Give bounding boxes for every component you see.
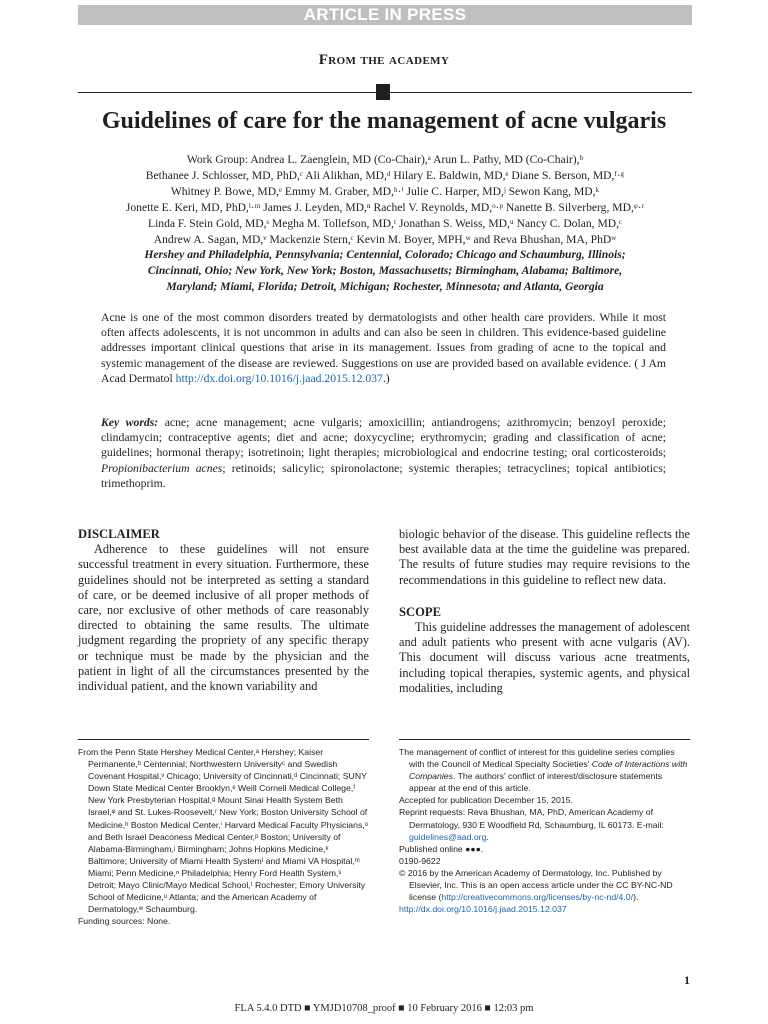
affiliation-line: Cincinnati, Ohio; New York, New York; Boston, Massachusetts; Birmingham, Alabama; Baltimore, xyxy=(147,264,623,278)
coi-text-end: . The authors' conflict of interest/disclosure statements appear at the end of this article. xyxy=(409,771,663,794)
body-column-left xyxy=(78,527,369,694)
paragraph-gap xyxy=(399,588,690,605)
header-rule-marker xyxy=(376,84,390,100)
keywords xyxy=(101,415,666,491)
section-label: From the academy xyxy=(318,52,450,68)
keywords-text: acne; acne management; acne vulgaris; amoxicillin; antiandrogens; azithromycin; benzoyl peroxide; clindamycin; contraceptive agents; diet and acne; doxycycline; erythromycin; grading and classification of acne; guidelines; hormonal therapy; isotretinoin; light therapies; microbiological and endocrine testing; oral corticosteroids; xyxy=(101,416,666,460)
disclaimer-paragraph: Adherence to these guidelines will not ensure successful treatment in every situation. Furthermore, these guidelines should not be interpreted as setting a standard of care, or be deemed inclusive of all proper methods of care, nor exclusive of other methods of care reasonably directed to obtaining the same results. The ultimate judgment regarding the propriety of any specific therapy or technique must be made by the physician and the patient in light of all the circumstances presented by the individual patient, and the known variability and xyxy=(78,542,369,694)
coi-italic: Code of Interactions with Companies xyxy=(409,759,688,782)
article-info-footnotes xyxy=(399,746,690,915)
abstract-closing: .) xyxy=(382,371,390,385)
proof-footer: FLA 5.4.0 DTD ■ YMJD10708_proof ■ 10 February 2016 ■ 12:03 pm xyxy=(234,1003,534,1014)
article-title: Guidelines of care for the management of acne vulgaris xyxy=(101,108,667,134)
reprint-text: Reprint requests: Reva Bhushan, MA, PhD, American Academy of Dermatology, 930 E Woodfield Rd, Schaumburg, IL 60173. E-mail: xyxy=(399,807,664,830)
license-link[interactable]: http://creativecommons.org/licenses/by-nc-nd/4.0/ xyxy=(441,892,634,903)
article-in-press-banner: ARTICLE IN PRESS xyxy=(78,5,692,25)
affiliation-footnote: From the Penn State Hershey Medical Center,ᵃ Hershey; Kaiser Permanente,ᵇ Centennial; Northwestern Universityᶜ and Swedish Covenant Hospital,ᵛ Chicago; University of Cincinnati,ᵈ Cincinnati; SUNY Down State Medical Center Brooklyn,ᵉ Weill Cornell Medical College,ᶠ New York Presbyterian Hospital,ᵍ Mount Sinai Health System Beth Israel,ᵠ and St. Lukes-Roosevelt,ʳ New York; Boston University School of Medicine,ʰ Boston Medical Center,ⁱ Harvard Medical Faculty Physicians,ᵒ and Beth Israel Deaconess Medical Center,ᵖ Boston; University of Alabama-Birmingham,ʲ Birmingham; Johns Hopkins Medicine,ᵏ Baltimore; University of Miami Health Systemˡ and Miami VA Hospital,ᵐ Miami; Penn Medicine,ⁿ Philadelphia; Henry Ford Health System,ˢ Detroit; Mayo Clinic/Mayo Medical School,ᵗ Rochester; Emory University School of Medicine,ᵘ Atlanta; and the American Academy of Dermatology,ʷ Schaumburg. xyxy=(78,747,369,915)
reprint-footnote xyxy=(399,806,690,842)
accepted-footnote: Accepted for publication December 15, 2015. xyxy=(399,795,573,806)
author-line: Bethanee J. Schlosser, MD, PhD,ᶜ Ali Alikhan, MD,ᵈ Hilary E. Baldwin, MD,ᵉ Diane S. Berson, MD,ᶠ·ᵍ xyxy=(145,168,625,182)
page-number: 1 xyxy=(684,973,690,987)
abstract-text: Acne is one of the most common disorders treated by dermatologists and other health care providers. While it most often affects adolescents, it is not uncommon in adults and can also be seen in children. This evidence-based guideline addresses important clinical questions that arise in its management. Issues from grading of acne to the topical and systemic management of the disease are reviewed. Suggestions on use are provided based on available evidence. ( J Am Acad Dermatol xyxy=(101,311,666,385)
author-line: Work Group: Andrea L. Zaenglein, MD (Co-Chair),ᵃ Arun L. Pathy, MD (Co-Chair),ᵇ xyxy=(186,153,584,166)
funding-footnote: Funding sources: None. xyxy=(78,916,171,927)
author-line: Jonette E. Keri, MD, PhD,ˡ·ᵐ James J. Leyden, MD,ⁿ Rachel V. Reynolds, MD,ᵒ·ᵖ Nanette B. Silverberg, MD,ᵠ·ʳ xyxy=(125,200,645,214)
doi-link[interactable]: http://dx.doi.org/10.1016/j.jaad.2015.12.037 xyxy=(399,904,567,915)
copyright-text: © 2016 by the American Academy of Dermatology, Inc. Published by Elsevier, Inc. This is an open access article under the CC BY-NC-ND license ( xyxy=(399,867,673,903)
author-list xyxy=(70,152,700,295)
affiliation-line: Maryland; Miami, Florida; Detroit, Michigan; Rochester, Minnesota; and Atlanta, Georgia xyxy=(166,280,604,294)
issn-footnote: 0190-9622 xyxy=(399,855,441,866)
footnote-rule-right xyxy=(399,739,690,740)
keywords-label: Key words: xyxy=(101,416,159,429)
disclaimer-heading: DISCLAIMER xyxy=(78,527,160,541)
reprint-end: . xyxy=(486,831,489,842)
affiliation-footnotes xyxy=(78,746,369,927)
body-column-right xyxy=(399,527,690,696)
doi-footnote xyxy=(399,903,690,915)
coi-text: The management of conflict of interest for this guideline series complies with the Council of Medical Specialty Societies' xyxy=(399,747,675,770)
coi-footnote xyxy=(399,746,690,794)
keywords-italic-term: Propionibacterium acnes xyxy=(101,461,223,475)
author-line: Whitney P. Bowe, MD,ᵉ Emmy M. Graber, MD,ʰ·ⁱ Julie C. Harper, MD,ʲ Sewon Kang, MD,ᵏ xyxy=(170,184,600,198)
copyright-end: ). xyxy=(633,892,639,903)
author-line: Andrew A. Sagan, MD,ᵛ Mackenzie Stern,ᶜ Kevin M. Boyer, MPH,ʷ and Reva Bhushan, MA, PhDʷ xyxy=(153,232,617,246)
keywords-text-end: ; retinoids; salicylic; spironolactone; systemic therapies; tetracyclines; topical antibiotics; trimethoprim. xyxy=(101,461,667,490)
scope-heading: SCOPE xyxy=(399,604,441,619)
abstract-doi-link[interactable]: http://dx.doi.org/10.1016/j.jaad.2015.12.037 xyxy=(175,371,383,385)
abstract xyxy=(101,310,666,386)
copyright-footnote xyxy=(399,867,690,903)
affiliation-line: Hershey and Philadelphia, Pennsylvania; Centennial, Colorado; Chicago and Schaumburg, Illinois; xyxy=(144,248,626,262)
author-line: Linda F. Stein Gold, MD,ˢ Megha M. Tollefson, MD,ᵗ Jonathan S. Weiss, MD,ᵘ Nancy C. Dolan, MD,ᶜ xyxy=(147,216,622,230)
disclaimer-continuation: biologic behavior of the disease. This guideline reflects the best available data at the time the guideline was prepared. The results of future studies may require revisions to the recommendations in this guideline to reflect new data. xyxy=(399,527,690,587)
scope-paragraph: This guideline addresses the management of adolescent and adult patients who present with acne vulgaris (AV). This document will discuss various acne treatments, including topical therapies, systemic agents, and physical modalities, including xyxy=(399,620,690,695)
footnote-rule-left xyxy=(78,739,369,740)
published-footnote: Published online ●●●. xyxy=(399,843,484,854)
email-link[interactable]: guidelines@aad.org xyxy=(409,831,487,842)
